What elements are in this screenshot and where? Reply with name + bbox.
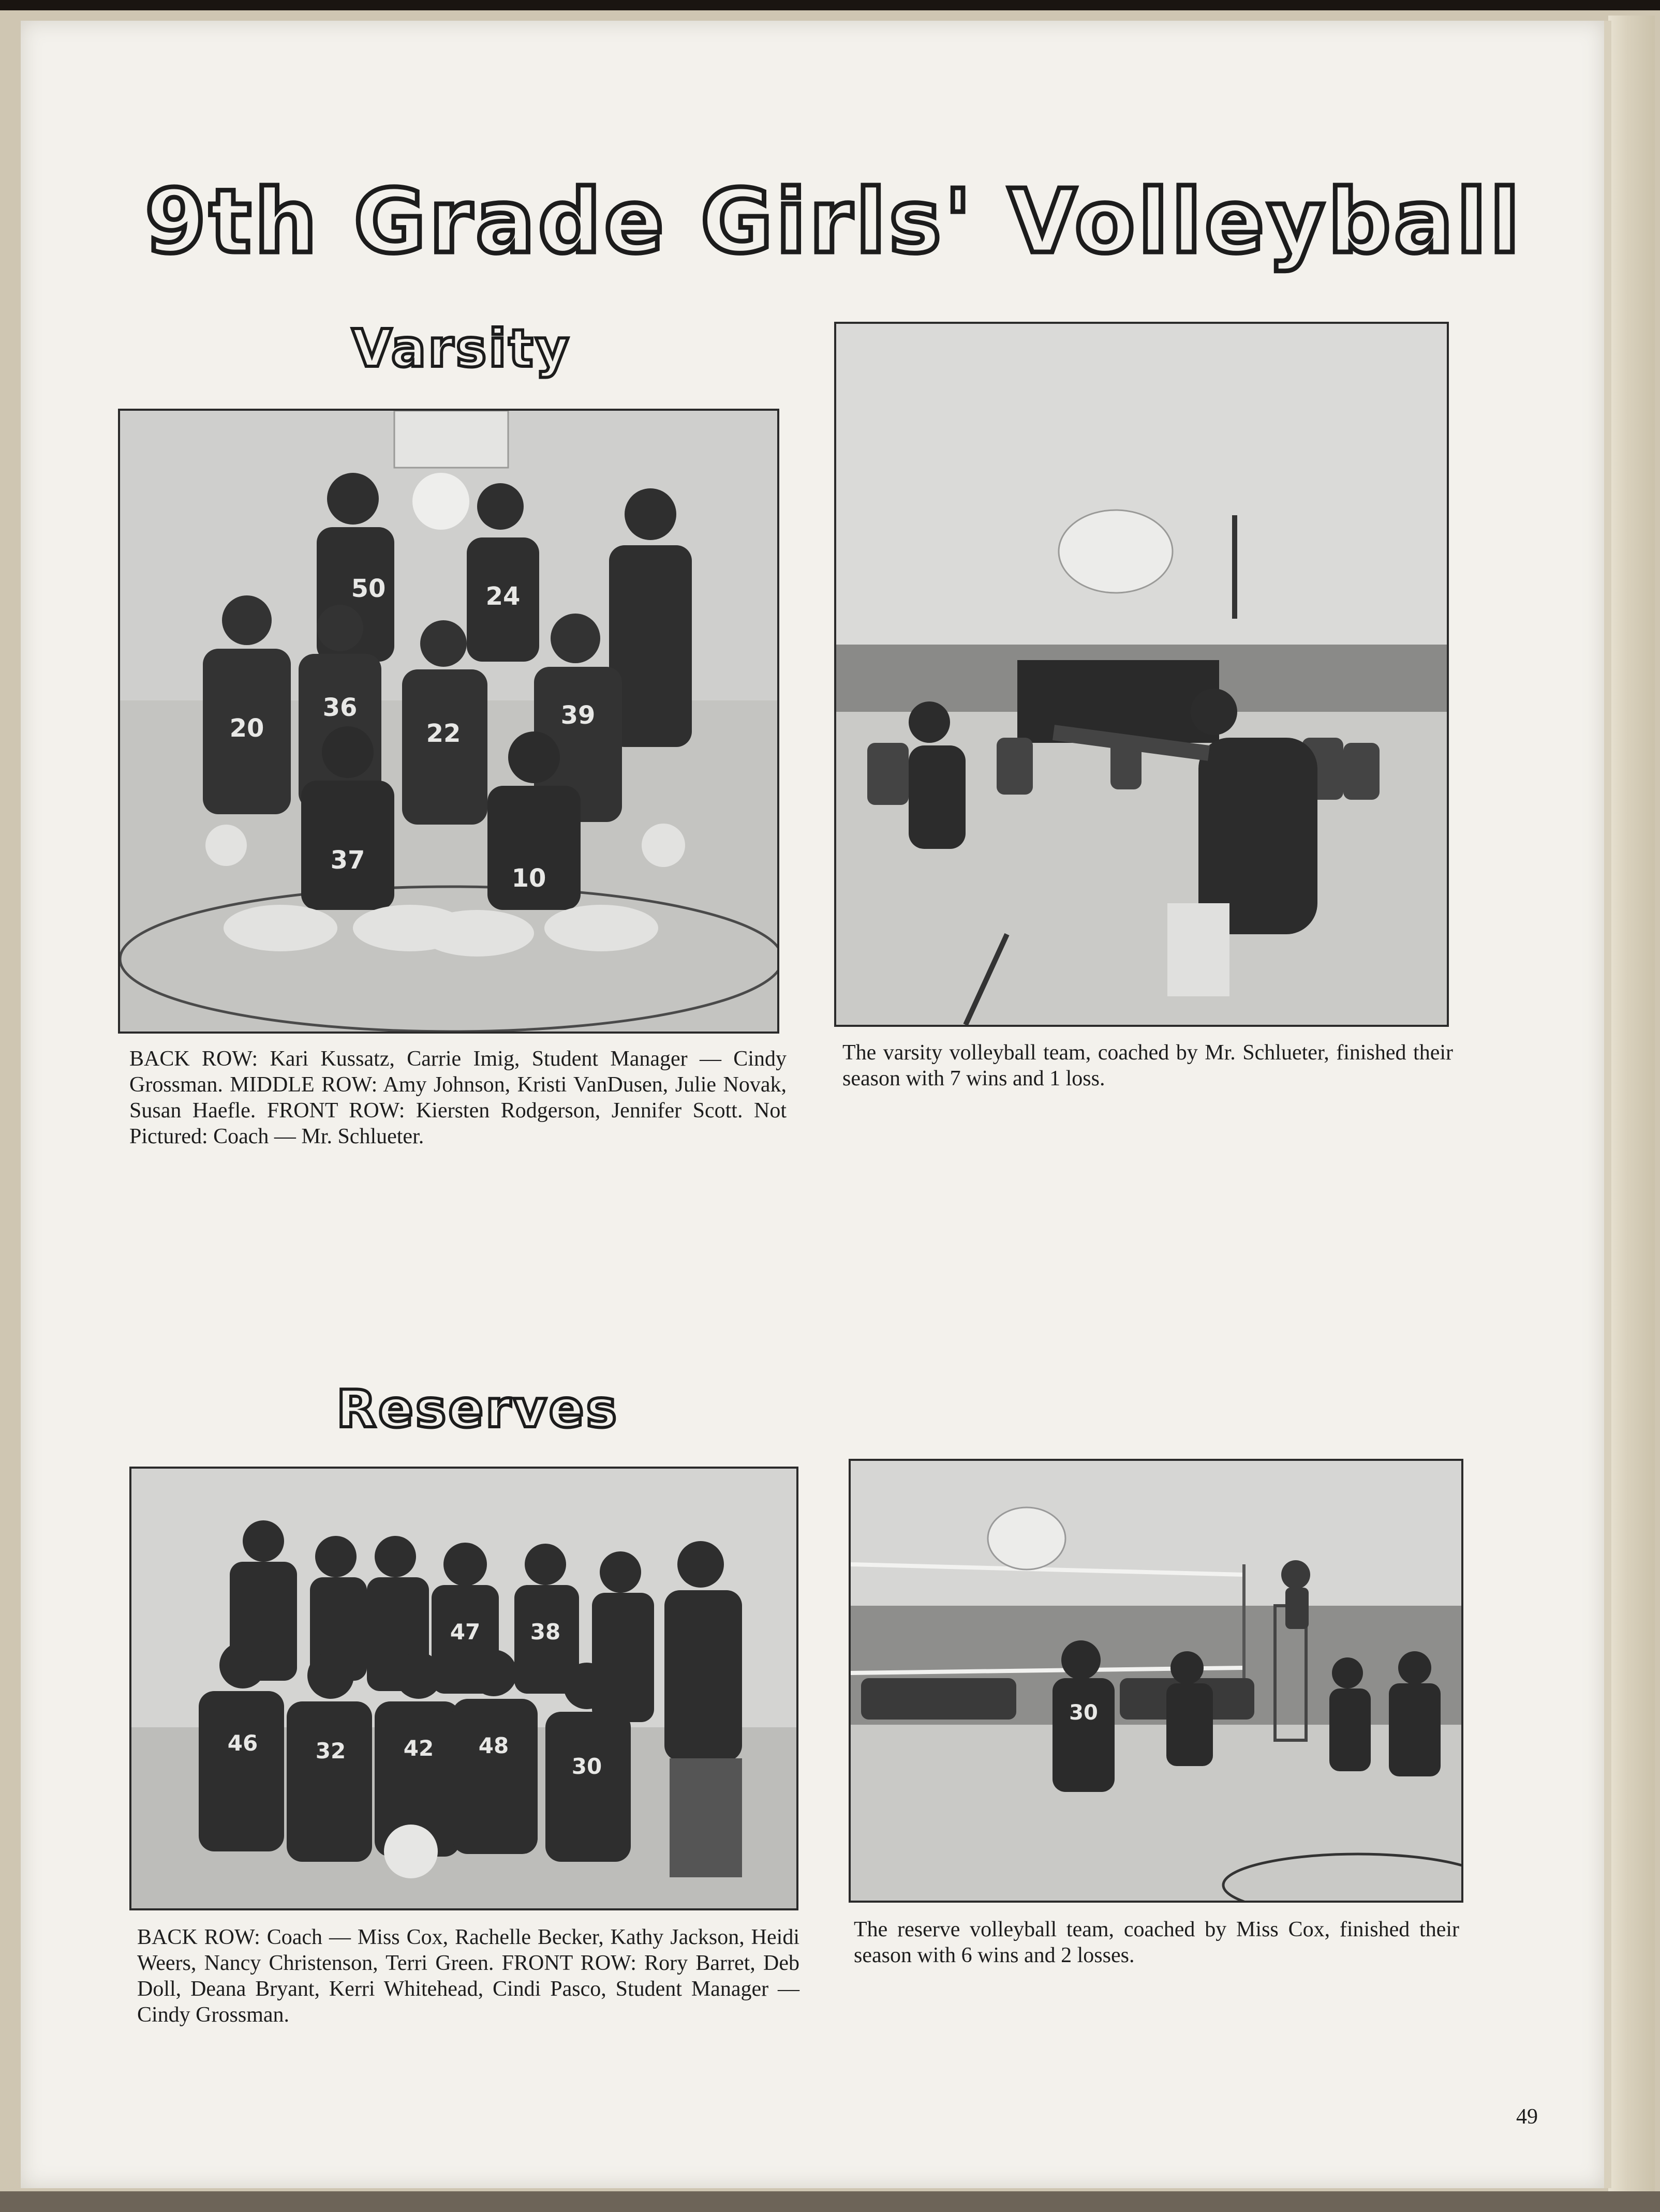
binding-bottom-edge [0, 2191, 1660, 2212]
jersey-number-22: 22 [426, 719, 461, 748]
varsity-action-photo [834, 322, 1449, 1027]
page-title: 9th Grade Girls' Volleyball [145, 171, 1523, 273]
jersey-number-30: 30 [571, 1754, 602, 1779]
reserves-heading: Reserves [336, 1379, 619, 1439]
jersey-number-42: 42 [403, 1736, 434, 1761]
page-spine-edge [1608, 16, 1655, 2199]
jersey-number-37: 37 [330, 846, 365, 875]
jersey-number-50: 50 [351, 574, 386, 603]
reserves-action-caption: The reserve volleyball team, coached by Miss Cox, finished their season with 6 wins and 2 losses. [854, 1918, 1459, 1967]
reserves-team-photo [129, 1467, 798, 1910]
varsity-team-caption: BACK ROW: Kari Kussatz, Carrie Imig, Student Manager — Cindy Grossman. MIDDLE ROW: Amy Johnson, Kristi VanDusen, Julie Novak, Susan Haefle. FRONT ROW: Kiersten Rodgerson, Jennifer Scott. Not Pictured: Coach — Mr. Schlueter. [129, 1047, 787, 1148]
reserves-action-photo [849, 1459, 1463, 1903]
jersey-number-24: 24 [485, 582, 521, 611]
jersey-number-48: 48 [478, 1733, 509, 1758]
jersey-number-36: 36 [322, 693, 358, 722]
jersey-number-47: 47 [450, 1619, 481, 1645]
page-number: 49 [1516, 2105, 1538, 2129]
jersey-number-20: 20 [229, 714, 264, 743]
jersey-number-10: 10 [511, 864, 546, 893]
jersey-number-30-action: 30 [1069, 1701, 1098, 1725]
varsity-action-caption: The varsity volleyball team, coached by Mr. Schlueter, finished their season with 7 wins and 1 loss. [842, 1041, 1453, 1090]
jersey-number-39: 39 [560, 701, 596, 730]
jersey-number-32: 32 [315, 1738, 346, 1763]
varsity-team-photo [118, 409, 779, 1034]
varsity-heading: Varsity [352, 318, 571, 379]
jersey-number-46: 46 [227, 1730, 258, 1756]
reserves-team-caption: BACK ROW: Coach — Miss Cox, Rachelle Becker, Kathy Jackson, Heidi Weers, Nancy Christenson, Terri Green. FRONT ROW: Rory Barret, Deb Doll, Deana Bryant, Kerri Whitehead, Cindi Pasco, Student Manager — Cindy Grossman. [137, 1925, 799, 2027]
jersey-number-38: 38 [530, 1619, 561, 1645]
